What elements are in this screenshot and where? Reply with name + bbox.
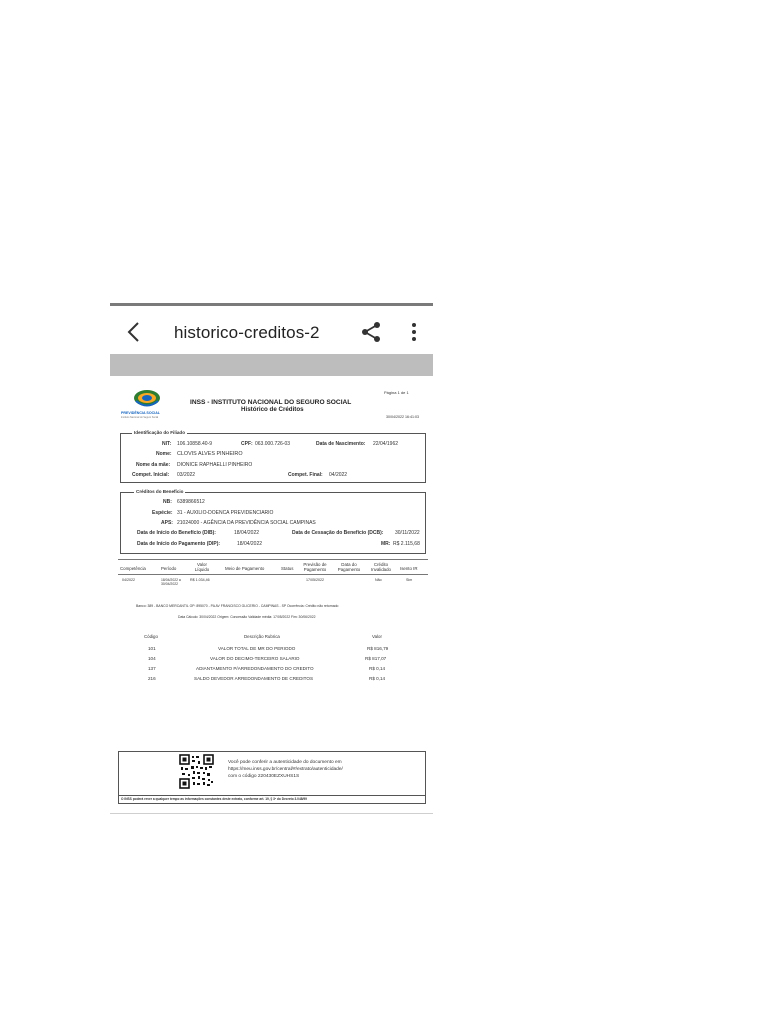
dib-value: 18/04/2022 [234,530,260,536]
nascimento-label: Data de Nascimento: [316,441,366,447]
rubrica-descricao: ADIANTAMENTO P/ARREDONDAMENTO DO CREDITO [196,666,314,671]
share-button[interactable] [359,320,383,344]
table-header-rule [118,574,428,575]
nome-label: Nome: [156,451,172,457]
dip-value: 18/04/2022 [237,541,263,547]
dcb-value: 30/11/2022 [395,530,420,536]
especie-label: Espécie: [152,510,173,516]
row-invalidado: Não [375,578,382,582]
rubrica-descricao: VALOR TOTAL DE MR DO PERIODO [218,646,296,651]
auth-code: com o código 220430EZXUHS1S [228,774,300,779]
col-data-pagamento: Data do Pagamento [337,562,361,572]
dip-label: Data de Início do Pagamento (DIP): [137,541,221,547]
banco-line: Banco: 389 - BANCO MERCANTIL OP: 895070 - PA AV FRANCISCO GLICERIO - CAMPINAS - SP Ocorrência: Crédito não retornado [136,604,339,608]
mae-label: Nome da mãe: [136,462,171,468]
compet-final-label: Compet. Final: [288,472,323,478]
page-number: Página 1 de 1 [384,390,409,395]
col-isento-ir: Isento IR [400,566,418,571]
rubrica-col-codigo: Código [144,634,158,639]
cpf-value: 063.000.726-03 [255,441,291,447]
filiado-legend: Identificação do Filiado [134,430,186,435]
qr-code[interactable] [179,754,214,789]
col-competencia: Competência [120,566,146,571]
mr-label: MR: [381,541,391,547]
row-previsao: 17/05/2022 [306,578,324,582]
viewer-toolbar-strip [110,354,433,376]
share-icon [359,320,383,344]
header-title: INSS - INSTITUTO NACIONAL DO SEGURO SOCIAL [190,399,352,406]
rubrica-codigo: 137 [148,666,156,671]
aps-value: 21024000 - AGÊNCIA DA PREVIDÊNCIA SOCIAL CAMPINAS [177,520,316,526]
row-periodo: 18/04/2022 a 30/04/2022 [161,578,181,587]
col-valor-liquido: Valor Líquido [194,562,210,572]
rubrica-valor: R$ 0,14 [369,666,386,671]
chevron-left-icon [120,318,148,346]
especie-value: 31 - AUXILIO-DOENCA PREVIDENCIARIO [177,510,274,516]
nome-value: CLOVIS ALVES PINHEIRO [177,451,243,457]
document-title: historico-creditos-2 [174,323,320,342]
nit-value: 106.10858.40-9 [177,441,213,447]
rubrica-valor: R$ 817,07 [365,656,387,661]
auth-line-1: Você pode conferir a autenticidade do documento em [228,760,342,765]
app-bar [110,306,433,358]
logo-subtext: Instituto Nacional do Seguro Social [121,416,159,419]
logo-text: PREVIDÊNCIA SOCIAL [121,411,161,415]
col-credito-invalidado: Crédito Invalidado [370,562,392,572]
dcb-label: Data de Cessação do Benefício (DCB): [292,530,384,536]
aps-label: APS: [161,520,173,526]
cpf-label: CPF: [241,441,253,447]
nascimento-value: 22/04/1962 [373,441,399,447]
qr-code-icon [179,754,214,789]
row-competencia: 04/2022 [122,578,135,582]
col-status: Status [281,566,294,571]
auth-url[interactable]: https://meu.inss.gov.br/central/#/extrato/autenticidade/ [228,767,343,772]
inss-logo [120,388,174,422]
table-top-rule [118,559,428,560]
row-valor: R$ 1.034,46 [190,578,210,582]
mae-value: DIONICE RAPHAELLI PINHEIRO [177,462,253,468]
rubrica-valor: R$ 816,79 [367,646,389,651]
header-subtitle: Histórico de Créditos [241,406,304,413]
bottom-divider [110,813,433,814]
nb-label: NB: [163,499,172,505]
col-periodo: Período [161,566,177,571]
more-vert-icon [406,320,422,344]
more-options-button[interactable] [406,320,422,344]
back-button[interactable] [120,318,148,346]
compet-inicial-label: Compet. Inicial: [132,472,170,478]
rubrica-descricao: VALOR DO DECIMO-TERCEIRO SALARIO [210,656,300,661]
row-isento: Sim [406,578,413,582]
generated-timestamp: 30/04/2022 16:41:03 [386,415,419,419]
compet-inicial-value: 03/2022 [177,472,196,478]
rubrica-col-descricao: Descrição Rubrica [244,634,280,639]
calculo-line: Data Cálculo: 30/04/2022 Origem: Concessão Validade média: 17/05/2022 Fim: 30/06/2022 [178,615,316,619]
rubrica-descricao: SALDO DEVEDOR ARREDONDAMENTO DE CREDITOS [194,676,314,681]
rubrica-codigo: 101 [148,646,156,651]
mr-value: R$ 2.115,68 [393,541,420,547]
rubrica-valor: R$ 0,14 [369,676,386,681]
col-meio-pagamento: Meio de Pagamento [225,566,265,571]
rubrica-col-valor: Valor [372,634,382,639]
rubrica-codigo: 104 [148,656,156,661]
dib-label: Data de Início do Benefício (DIB): [137,530,216,536]
compet-final-value: 04/2022 [329,472,348,478]
rubrica-codigo: 216 [148,676,156,681]
nb-value: 6389866512 [177,499,205,505]
beneficio-legend: Créditos do Benefício [136,489,184,494]
pdf-page[interactable] [110,376,433,813]
disclaimer-text: O INSS poderá rever a qualquer tempo as informações constantes deste extrato, conforme art. 19, § 3º do Decreto 3.048/99 [121,797,307,801]
nit-label: NIT: [162,441,172,447]
col-previsao-pagamento: Previsão de Pagamento [303,562,327,572]
pdf-viewer-screen [110,303,433,815]
